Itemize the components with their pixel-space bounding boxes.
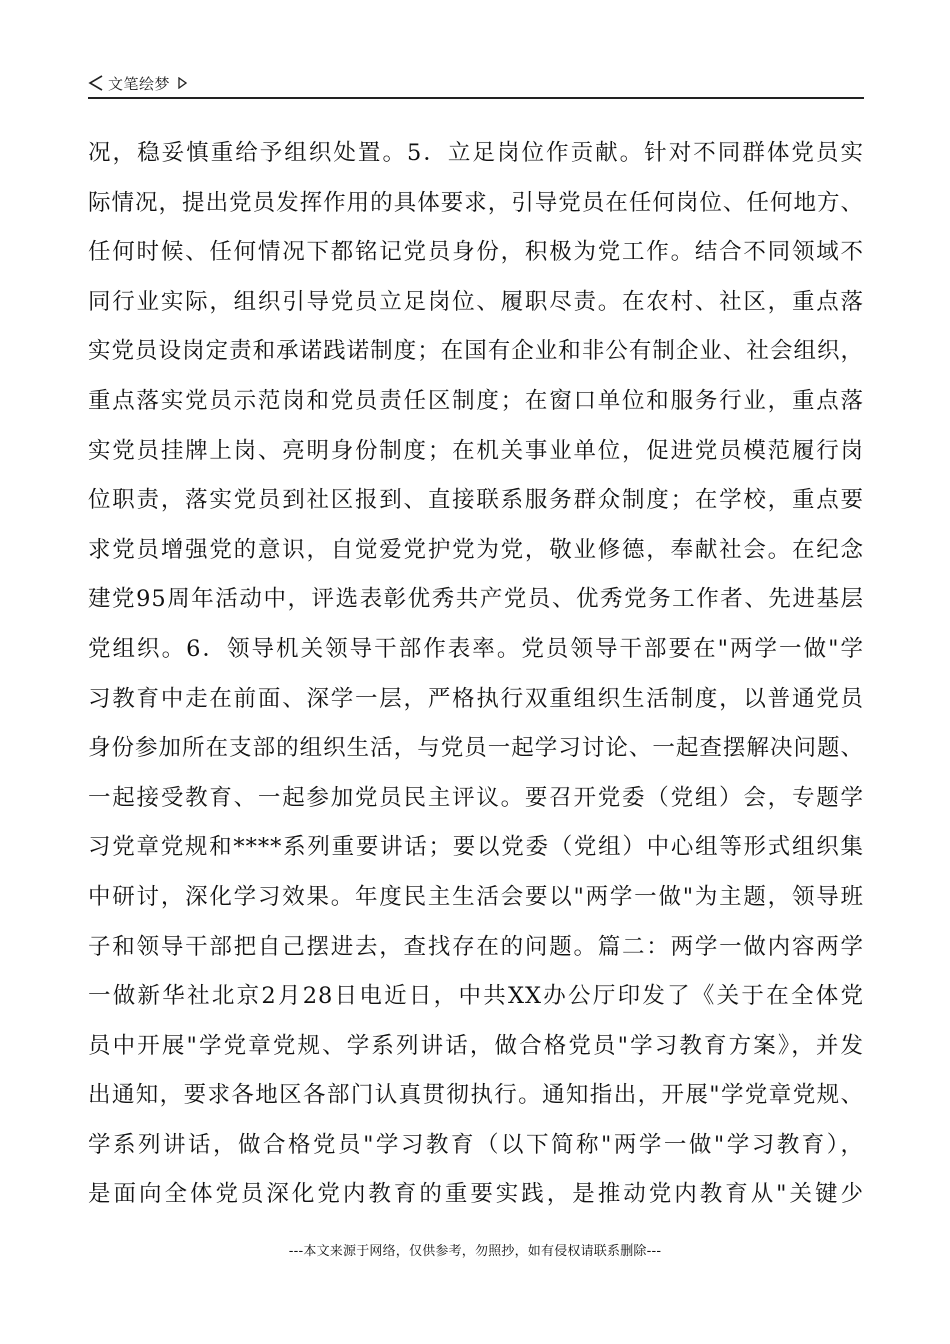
body-line: 出通知，要求各地区各部门认真贯彻执行。通知指出，开展"学党章党规、 (88, 1082, 864, 1109)
body-line: 中研讨，深化学习效果。年度民主生活会要以"两学一做"为主题，领导班 (88, 883, 864, 910)
body-line: 实党员设岗定责和承诺践诺制度；在国有企业和非公有制企业、社会组织， (88, 338, 864, 365)
document-body (88, 130, 864, 1221)
body-line: 是面向全体党员深化党内教育的重要实践，是推动党内教育从"关键少 (88, 1181, 864, 1208)
body-line: 子和领导干部把自己摆进去，查找存在的问题。篇二：两学一做内容两学 (88, 933, 864, 960)
header-divider (88, 97, 864, 99)
right-triangle-icon (177, 77, 187, 89)
body-line: 同行业实际，组织引导党员立足岗位、履职尽责。在农村、社区，重点落 (88, 288, 864, 315)
body-line: 党组织。6．领导机关领导干部作表率。党员领导干部要在"两学一做"学 (88, 635, 864, 662)
body-line: 位职责，落实党员到社区报到、直接联系服务群众制度；在学校，重点要 (88, 487, 864, 514)
footer-disclaimer: ---本文来源于网络，仅供参考，勿照抄，如有侵权请联系删除--- (288, 1244, 662, 1259)
body-line: 习党章党规和****系列重要讲话；要以党委（党组）中心组等形式组织集 (88, 834, 864, 861)
body-line: 员中开展"学党章党规、学系列讲话，做合格党员"学习教育方案》，并发 (88, 1032, 864, 1059)
body-line: 任何时候、任何情况下都铭记党员身份，积极为党工作。结合不同领域不 (88, 239, 864, 266)
body-line: 求党员增强党的意识，自觉爱党护党为党，敬业修德，奉献社会。在纪念 (88, 536, 864, 563)
body-line: 身份参加所在支部的组织生活，与党员一起学习讨论、一起查摆解决问题、 (88, 735, 864, 762)
body-line: 实党员挂牌上岗、亮明身份制度；在机关事业单位，促进党员模范履行岗 (88, 437, 864, 464)
body-line: 况，稳妥慎重给予组织处置。5．立足岗位作贡献。针对不同群体党员实 (88, 140, 864, 166)
left-triangle-icon (88, 74, 104, 92)
body-line: 习教育中走在前面、深学一层，严格执行双重组织生活制度，以普通党员 (88, 685, 864, 712)
body-line: 一起接受教育、一起参加党员民主评议。要召开党委（党组）会，专题学 (88, 784, 864, 811)
body-line: 一做新华社北京2月28日电近日，中共XX办公厅印发了《关于在全体党 (88, 983, 864, 1010)
body-line: 重点落实党员示范岗和党员责任区制度；在窗口单位和服务行业，重点落 (88, 387, 864, 414)
body-line: 际情况，提出党员发挥作用的具体要求，引导党员在任何岗位、任何地方、 (88, 189, 864, 216)
body-line: 学系列讲话，做合格党员"学习教育（以下简称"两学一做"学习教育）， (88, 1131, 864, 1158)
header-title: 文笔绘梦 (108, 75, 171, 93)
page-header (88, 70, 864, 98)
body-line: 建党95周年活动中，评选表彰优秀共产党员、优秀党务工作者、先进基层 (88, 586, 864, 613)
